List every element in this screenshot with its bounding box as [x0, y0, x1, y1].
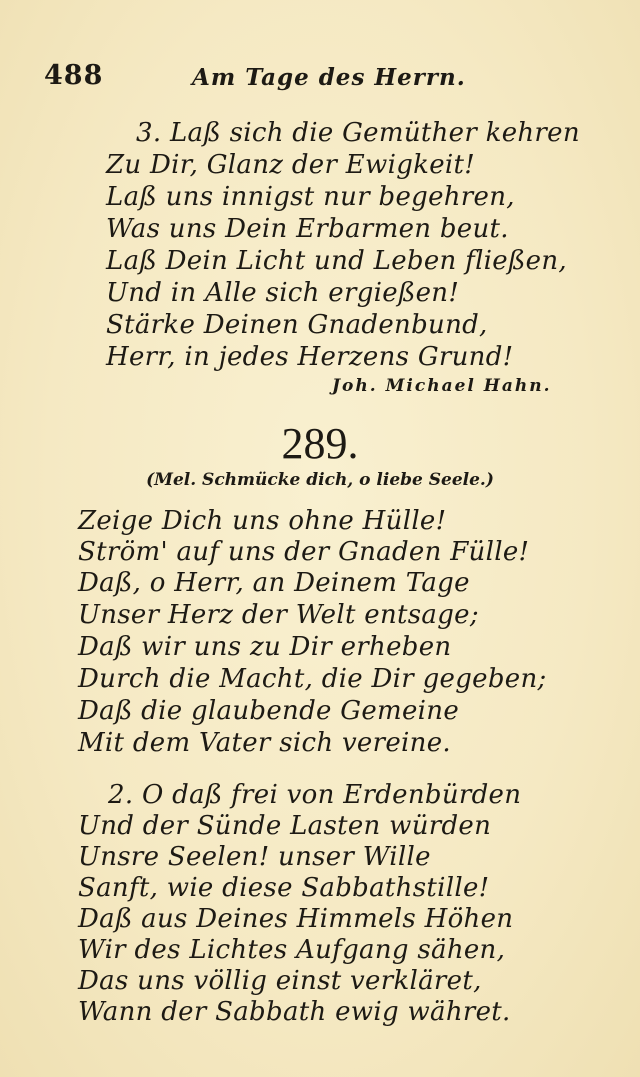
verse-line: Wann der Sabbath ewig währet. [78, 997, 511, 1027]
page-header [0, 58, 640, 98]
running-head: Am Tage des Herrn. [192, 64, 466, 91]
verse-line: Sanft, wie diese Sabbathstille! [78, 873, 490, 903]
melody-indication: (Mel. Schmücke dich, o liebe Seele.) [146, 470, 494, 490]
verse-line: 2. O daß frei von Erdenbürden [108, 780, 522, 810]
verse-line: Ström' auf uns der Gnaden Fülle! [78, 537, 530, 567]
verse-line: Mit dem Vater sich vereine. [78, 728, 451, 758]
verse-line: Und in Alle sich ergießen! [106, 278, 460, 308]
verse-line: Wir des Lichtes Aufgang sähen, [78, 935, 506, 965]
verse-line: Zeige Dich uns ohne Hülle! [78, 506, 447, 536]
verse-line: Zu Dir, Glanz der Ewigkeit! [106, 150, 476, 180]
verse-line: Und der Sünde Lasten würden [78, 811, 492, 841]
verse-line: Herr, in jedes Herzens Grund! [106, 342, 514, 372]
verse-line: Laß uns innigst nur begehren, [106, 182, 515, 212]
verse-line: Durch die Macht, die Dir gegeben; [78, 664, 547, 694]
page-number: 488 [44, 60, 104, 91]
verse-line: Daß aus Deines Himmels Höhen [78, 904, 514, 934]
verse-line: 3. Laß sich die Gemüther kehren [136, 118, 580, 148]
verse-line: Unser Herz der Welt entsage; [78, 600, 479, 630]
verse-line: Unsre Seelen! unser Wille [78, 842, 431, 872]
verse-line: Daß wir uns zu Dir erheben [78, 632, 452, 662]
verse-line: Das uns völlig einst verkläret, [78, 966, 482, 996]
verse-line: Daß, o Herr, an Deinem Tage [78, 568, 470, 598]
verse-line: Daß die glaubende Gemeine [78, 696, 460, 726]
verse-line: Was uns Dein Erbarmen beut. [106, 214, 509, 244]
author-attribution: Joh. Michael Hahn. [332, 376, 552, 396]
verse-line: Stärke Deinen Gnadenbund, [106, 310, 488, 340]
verse-line: Laß Dein Licht und Leben fließen, [106, 246, 567, 276]
hymn-number: 289. [281, 419, 359, 468]
